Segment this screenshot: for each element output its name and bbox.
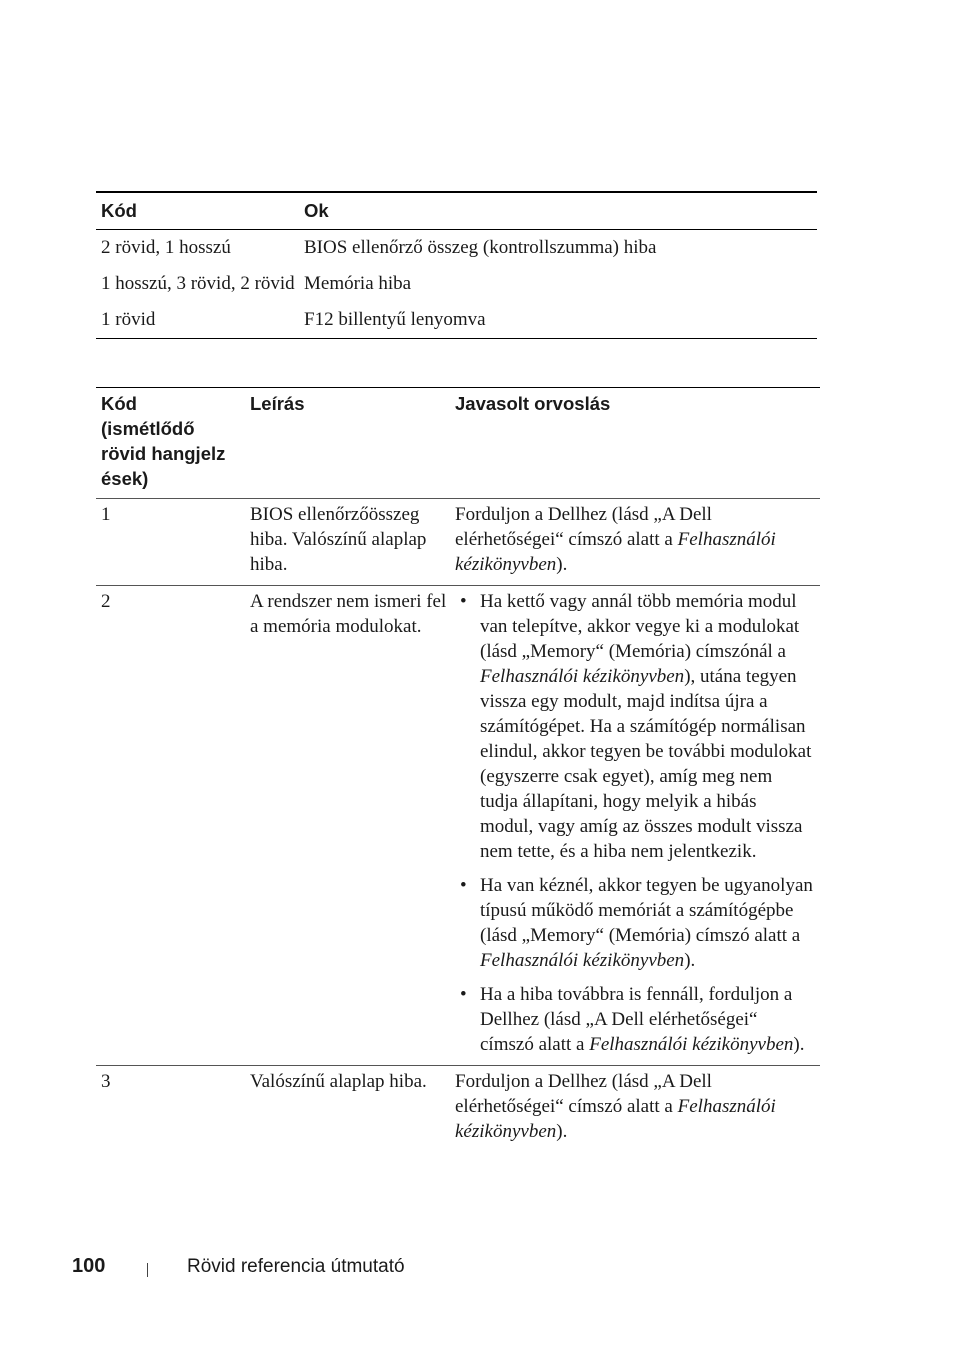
row-description: A rendszer nem ismeri fel a memória modulokat. [250,591,447,637]
header-code: Kód [101,200,137,221]
list-item: • Ha van kéznél, akkor tegyen be ugyanolyan típusú működő memóriát a számítógépbe (lásd „Memory“ (Memória) címszó alatt a Felhasználói kézikönyvben). [460,875,813,971]
header-code-line: rövid hangjelz [101,443,226,464]
row-code: 3 [101,1071,111,1092]
beep-code-table [96,191,817,339]
row-remedy: Forduljon a Dellhez (lásd „A Dell elérhetőségei“ címszó alatt a Felhasználói kézikönyvben). [455,504,776,575]
table-row [96,230,817,266]
header-code-line: (ismétlődő [101,418,195,439]
remedy-bullet-list [455,589,814,1057]
header-code [96,391,250,491]
table-row [96,266,817,302]
bullet-icon: • [460,591,467,612]
list-item: • Ha a hiba továbbra is fennáll, forduljon a Dellhez (lásd „A Dell elérhetőségei“ címszó alatt a Felhasználói kézikönyvben). [460,984,805,1055]
row-code: 2 [101,591,111,612]
header-description: Leírás [250,393,305,414]
row-code: 1 hosszú, 3 rövid, 2 rövid [101,273,295,294]
row-description: Valószínű alaplap hiba. [250,1071,427,1092]
footer-separator [147,1263,148,1277]
header-code-line: Kód [101,393,137,414]
table-row [96,302,817,338]
header-cause: Ok [304,200,329,221]
repeating-beep-code-table [96,387,820,1152]
header-remedy: Javasolt orvoslás [455,393,611,414]
list-item: • Ha kettő vagy annál több memória modul van telepítve, akkor vegye ki a modulokat (lásd „Memory“ (Memória) címszónál a Felhasználói kézikönyvben), utána tegyen vissza egy modult, majd indítsa újra a számítógépet. Ha a számítógép normálisan elindul, akkor tegyen be további modulokat (egyszerre csak egyet), amíg meg nem tudja állapítani, hogy melyik a hibás modul, vagy amíg az összes modult vissza nem tette, és a hiba nem jelentkezik. [460,591,812,862]
header-code-line: ések) [101,468,149,489]
row-cause: Memória hiba [304,273,412,294]
row-code: 1 [101,504,111,525]
table-bottom-rule [96,338,817,339]
bullet-icon: • [460,984,467,1005]
row-code: 2 rövid, 1 hosszú [101,237,231,258]
table-row [96,499,820,586]
row-remedy [455,589,820,1057]
table-header-row [96,193,817,230]
row-cause: BIOS ellenőrző összeg (kontrollszumma) hiba [304,237,657,258]
row-description: BIOS ellenőrzőösszeg hiba. Valószínű alaplap hiba. [250,504,427,575]
row-remedy: Forduljon a Dellhez (lásd „A Dell elérhetőségei“ címszó alatt a Felhasználói kézikönyvben). [455,1071,776,1142]
bullet-icon: • [460,875,467,896]
page-footer [72,1255,872,1283]
footer-title: Rövid referencia útmutató [187,1256,405,1277]
table-header-row [96,388,820,499]
row-cause: F12 billentyű lenyomva [304,309,486,330]
table-row [96,586,820,1066]
page-number: 100 [72,1255,106,1277]
table-row [96,1066,820,1152]
row-code: 1 rövid [101,309,156,330]
